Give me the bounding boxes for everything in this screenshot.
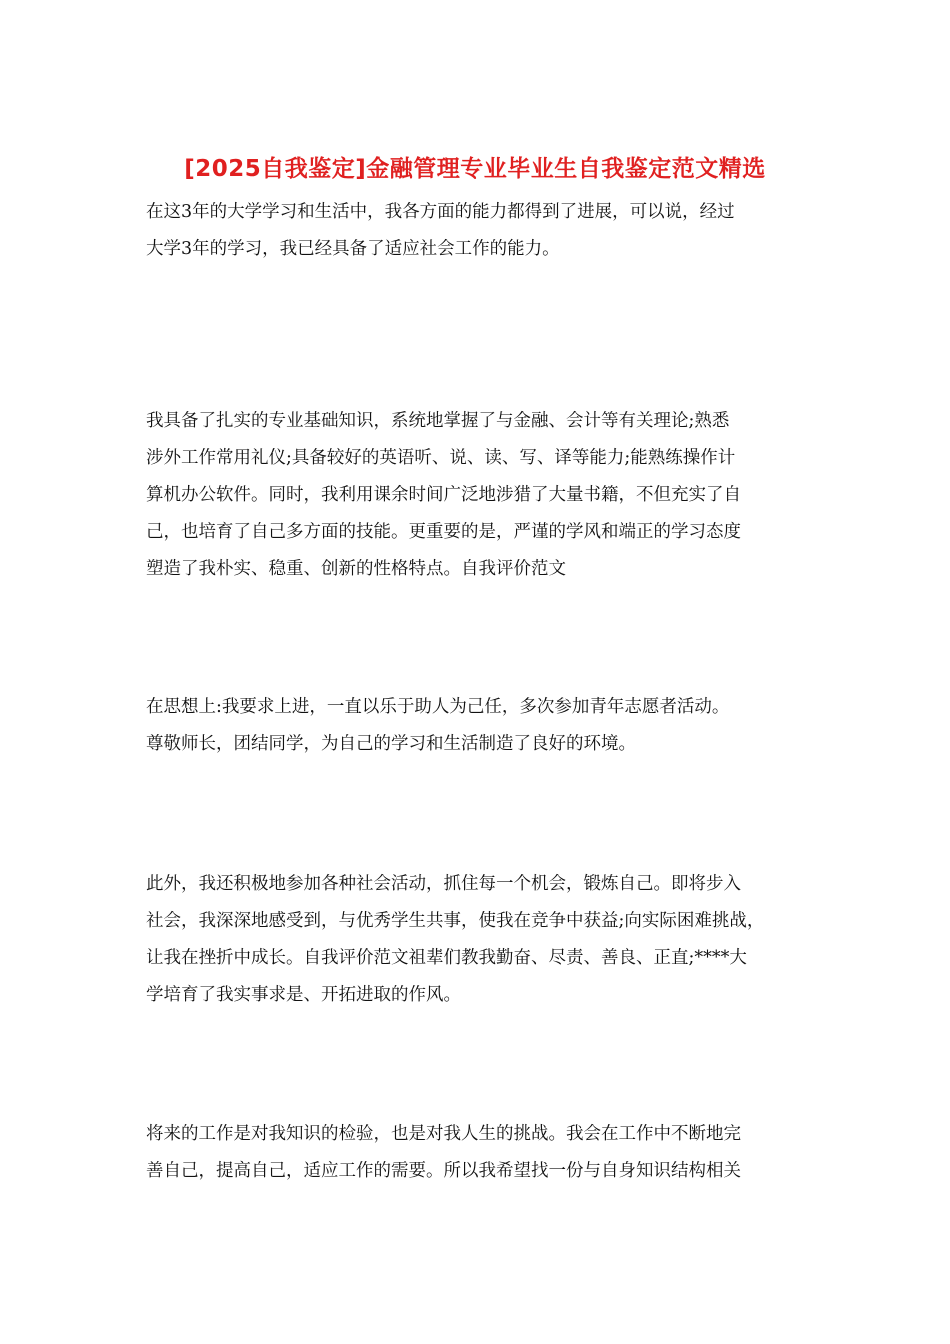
paragraph-line: 算机办公软件。同时，我利用课余时间广泛地涉猎了大量书籍，不但充实了自: [146, 485, 741, 505]
paragraph-line: 在思想上:我要求上进，一直以乐于助人为己任，多次参加青年志愿者活动。: [146, 697, 730, 717]
paragraph-line: 社会，我深深地感受到，与优秀学生共事，使我在竞争中获益;向实际困难挑战，: [146, 911, 765, 931]
paragraph-line: 在这3年的大学学习和生活中，我各方面的能力都得到了进展，可以说，经过: [146, 202, 735, 222]
paragraph-line: 大学3年的学习，我已经具备了适应社会工作的能力。: [146, 239, 560, 259]
paragraph-intro: [146, 194, 806, 268]
paragraph-line: 学培育了我实事求是、开拓进取的作风。: [146, 985, 461, 1005]
paragraph-line: 善自己，提高自己，适应工作的需要。所以我希望找一份与自身知识结构相关: [146, 1161, 741, 1181]
paragraph-ideology: [146, 689, 806, 763]
paragraph-line: 涉外工作常用礼仪;具备较好的英语听、说、读、写、译等能力;能熟练操作计: [146, 448, 736, 468]
paragraph-line: 尊敬师长，团结同学，为自己的学习和生活制造了良好的环境。: [146, 734, 636, 754]
paragraph-line: 塑造了我朴实、稳重、创新的性格特点。自我评价范文: [146, 559, 566, 579]
document-title: [2025自我鉴定]金融管理专业毕业生自我鉴定范文精选: [184, 156, 766, 182]
paragraph-activities: [146, 866, 806, 1014]
paragraph-line: 将来的工作是对我知识的检验，也是对我人生的挑战。我会在工作中不断地完: [146, 1124, 741, 1144]
paragraph-line: 此外，我还积极地参加各种社会活动，抓住每一个机会，锻炼自己。即将步入: [146, 874, 741, 894]
paragraph-knowledge: [146, 403, 806, 588]
paragraph-line: 让我在挫折中成长。自我评价范文祖辈们教我勤奋、尽责、善良、正直;****大: [146, 948, 747, 968]
paragraph-line: 我具备了扎实的专业基础知识，系统地掌握了与金融、会计等有关理论;熟悉: [146, 411, 730, 431]
paragraph-line: 己，也培育了自己多方面的技能。更重要的是，严谨的学风和端正的学习态度: [146, 522, 741, 542]
paragraph-future: [146, 1116, 806, 1190]
